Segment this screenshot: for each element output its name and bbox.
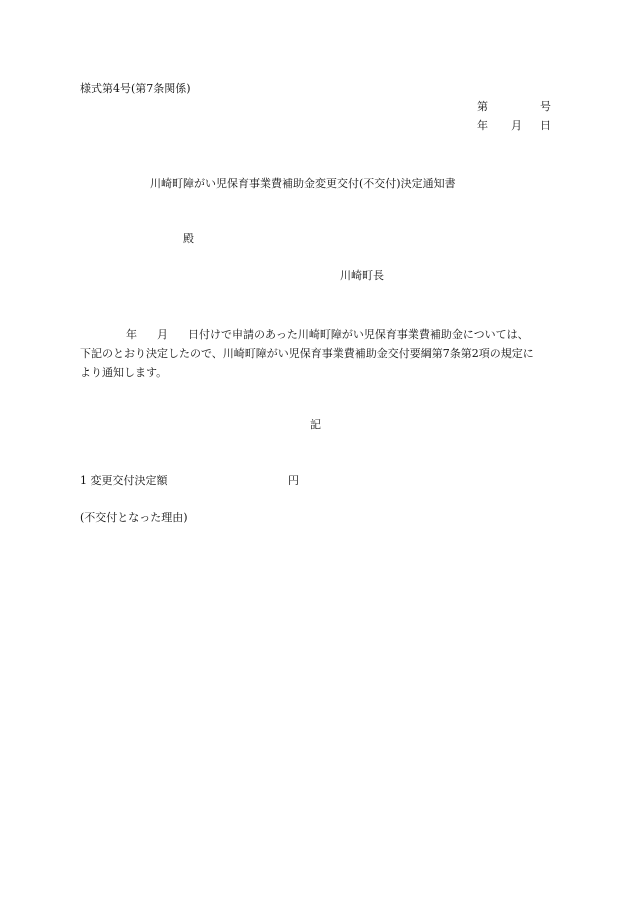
date-day: 日 <box>540 119 551 132</box>
document-title: 川崎町障がい児保育事業費補助金変更交付(不交付)決定通知書 <box>150 177 456 190</box>
body-month: 月 <box>157 328 168 341</box>
body-year: 年 <box>126 328 137 341</box>
number-suffix: 号 <box>540 100 551 113</box>
body-line-1: 日付けで申請のあった川崎町障がい児保育事業費補助金については、 <box>188 328 529 341</box>
addressee: 殿 <box>183 232 194 245</box>
ki-heading: 記 <box>310 418 321 431</box>
sender: 川崎町長 <box>340 269 384 282</box>
date-year: 年 <box>477 119 488 132</box>
item-change-amount-unit: 円 <box>288 474 299 487</box>
date-month: 月 <box>511 119 522 132</box>
body-text <box>80 325 552 382</box>
item-change-amount-label: 1 変更交付決定額 <box>80 474 168 487</box>
body-line-3: より通知します。 <box>80 366 168 379</box>
number-prefix: 第 <box>477 100 488 113</box>
form-id: 様式第4号(第7条関係) <box>80 82 191 95</box>
body-line-2: 下記のとおり決定したので、川崎町障がい児保育事業費補助金交付要綱第7条第2項の規定に <box>80 347 534 360</box>
reason-label: (不交付となった理由) <box>80 511 188 524</box>
